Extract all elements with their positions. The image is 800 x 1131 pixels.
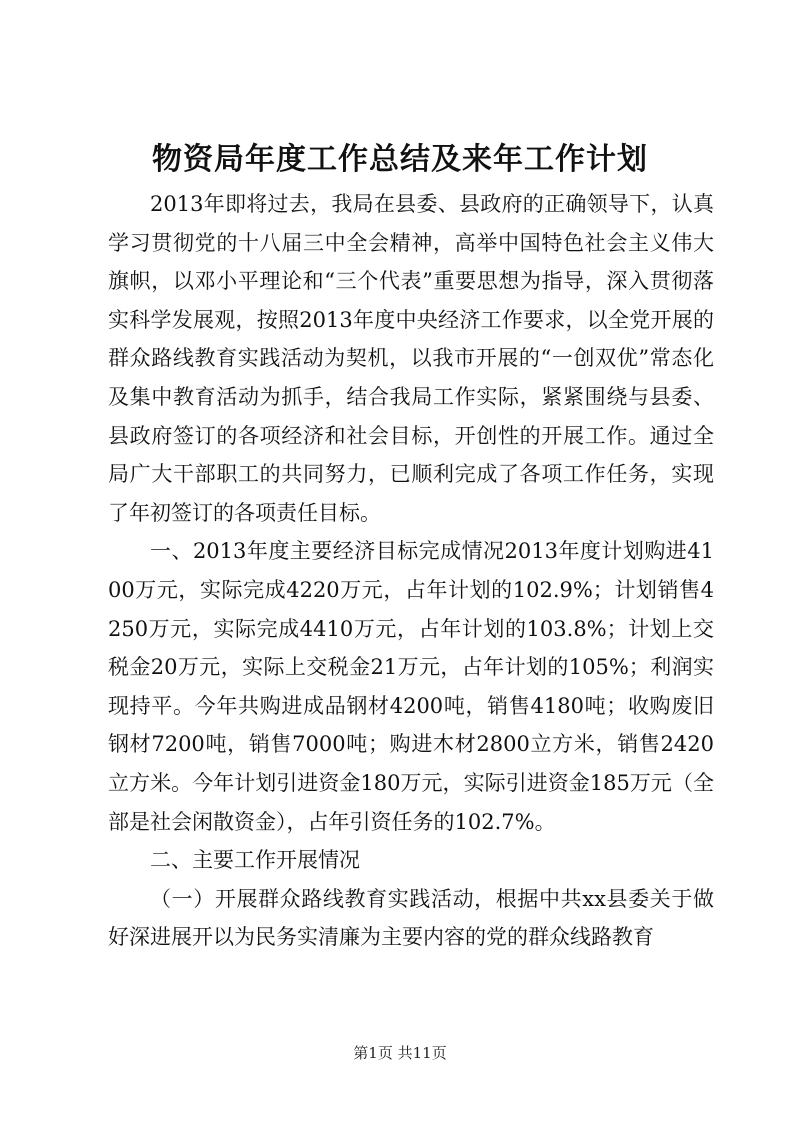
paragraph-mass-line-activity: （一）开展群众路线教育实践活动，根据中共xx县委关于做好深进展开以为民务实清廉为主要内容的党的群众线路教育: [108, 886, 714, 950]
page-number-footer: 第1页 共11页: [353, 1044, 447, 1062]
section-heading-main-work: 二、主要工作开展情况: [150, 848, 360, 873]
paragraph-economic-targets: 一、2013年度主要经济目标完成情况2013年度计划购进4100万元，实际完成4220万元，占年计划的102.9%；计划销售4250万元，实际完成4410万元，占年计划的103.8%；计划上交税金20万元，实际上交税金21万元，占年计划的105%；利润实现持平。今年共购进成品钢材4200吨，销售4180吨；收购废旧钢材7200吨，销售7000吨；购进木材2800立方米，销售2420立方米。今年计划引进资金180万元，实际引进资金185万元（全部是社会闲散资金），占年引资任务的102.7%。: [108, 539, 714, 834]
document-body: [108, 185, 714, 957]
paragraph-intro: 2013年即将过去，我局在县委、县政府的正确领导下，认真学习贯彻党的十八届三中全会精神，高举中国特色社会主义伟大旗帜，以邓小平理论和“三个代表”重要思想为指导，深入贯彻落实科学发展观，按照2013年度中央经济工作要求，以全党开展的群众路线教育实践活动为契机，以我市开展的“一创双优”常态化及集中教育活动为抓手，结合我局工作实际，紧紧围绕与县委、县政府签订的各项经济和社会目标，开创性的开展工作。通过全局广大干部职工的共同努力，已顺利完成了各项工作任务，实现了年初签订的各项责任目标。: [108, 192, 714, 525]
page-title: 物资局年度工作总结及来年工作计划: [152, 142, 648, 177]
